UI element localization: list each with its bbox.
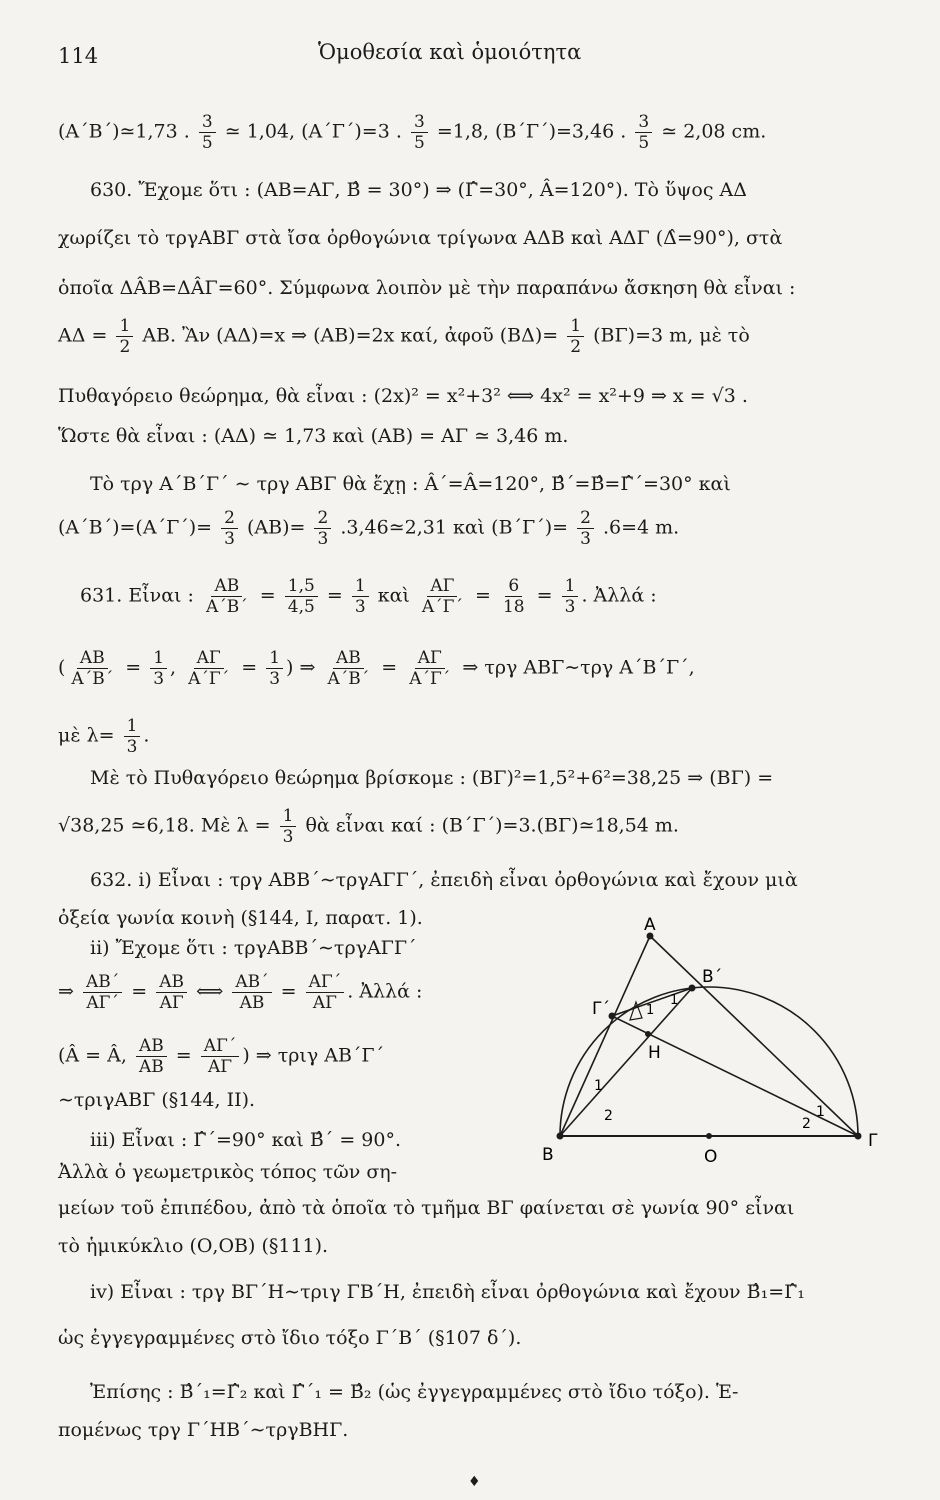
geometry-figure bbox=[520, 910, 920, 1180]
p632-line12: ὡς ἐγγεγραμμένες στὸ ἴδιο τόξο Γ΄Β΄ (§107 δ΄). bbox=[58, 1327, 522, 1349]
p632-line7: iii) Εἶναι : Γ̂΄=90° καὶ Β̂΄ = 90°. bbox=[90, 1129, 402, 1151]
p630-line6: Ὥστε θὰ εἶναι : (ΑΔ) ≃ 1,73 καὶ (ΑΒ) = ΑΓ ≃ 3,46 m. bbox=[58, 425, 569, 447]
p632-line9: μείων τοῦ ἐπιπέδου, ἀπὸ τὰ ὁποῖα τὸ τμῆμα ΒΓ φαίνεται σὲ γωνία 90° εἶναι bbox=[58, 1197, 795, 1219]
angle-mark-2: 2 bbox=[604, 1108, 613, 1124]
side-AG bbox=[650, 936, 858, 1136]
p632-line4: ⇒ $\frac{AB΄}{A\Gamma΄}$ = $\frac{AB}{A\Gamma}$ ⟺ $\frac{AB΄}{AB}$ = $\frac{A\Gamma΄}{A\Gamma}$ . Ἀλλά : bbox=[58, 972, 423, 1013]
label-G: Γ bbox=[868, 1131, 878, 1151]
point-O bbox=[706, 1133, 712, 1139]
p630-line1: 630. Ἔχομε ὅτι : (ΑΒ=ΑΓ, Β̂ = 30°) ⇒ (Γ̂=30°, Â=120°). Τὸ ὕψος ΑΔ bbox=[90, 179, 747, 201]
label-H: Η bbox=[648, 1043, 661, 1063]
p630-line7: Τὸ τργ Α΄Β΄Γ΄ ∼ τργ ΑΒΓ θὰ ἔχῃ : Â΄=Â=120°, Β̂΄=Β̂=Γ̂΄=30° καὶ bbox=[90, 473, 731, 495]
p630-line4: ΑΔ = $\frac{1}{2}$ ΑΒ. Ἂν (ΑΔ)=x ⇒ (ΑΒ)=2x καί, ἀφοῦ (ΒΔ)= $\frac{1}{2}$ (ΒΓ)=3 m, μὲ τὸ bbox=[58, 316, 750, 357]
page-number: 114 bbox=[58, 44, 99, 68]
p632-line5: (Â = Â, $\frac{AB}{AB}$ = $\frac{A\Gamma΄}{A\Gamma}$ ) ⇒ τριγ ΑΒ΄Γ΄ bbox=[58, 1036, 385, 1077]
p632-line10: τὸ ἡμικύκλιο (Ο,ΟΒ) (§111). bbox=[58, 1235, 329, 1257]
p630-line2: χωρίζει τὸ τργΑΒΓ στὰ ἴσα ὀρθογώνια τρίγωνα ΑΔΒ καὶ ΑΔΓ (Δ̂=90°), στὰ bbox=[58, 227, 783, 249]
p630-line3: ὁποῖα ΔÂΒ=ΔÂΓ=60°. Σύμφωνα λοιπὸν μὲ τὴν παραπάνω ἄσκηση θὰ εἶναι : bbox=[58, 277, 796, 299]
label-A: Α bbox=[644, 915, 656, 935]
label-O: Ο bbox=[704, 1147, 718, 1167]
p632-line6: ∼τριγΑΒΓ (§144, II). bbox=[58, 1089, 256, 1111]
p631-line2: ( $\frac{AB}{A΄B΄}$ = $\frac{1}{3}$ , $\frac{A\Gamma}{A΄\Gamma΄}$ = $\frac{1}{3}$ ) ⇒ $\frac{AB}{A΄B΄}$ = $\frac{A\Gamma}{A΄\Gamma΄}$ ⇒ τργ ΑΒΓ∼τργ Α΄Β΄Γ΄, bbox=[58, 648, 695, 689]
angle-mark-1: 1 bbox=[670, 993, 679, 1008]
label-B: Β bbox=[542, 1145, 554, 1165]
p632-line2: ὀξεία γωνία κοινὴ (§144, I, παρατ. 1). bbox=[58, 907, 423, 929]
line-629: (Α΄Β΄)≃1,73 . $\frac{3}{5}$ ≃ 1,04, (Α΄Γ΄)=3 . $\frac{3}{5}$ =1,8, (Β΄Γ΄)=3,46 . $\frac{3}{5}$ ≃ 2,08 cm. bbox=[58, 112, 767, 153]
point-B bbox=[557, 1133, 564, 1140]
p631-line3: μὲ λ= $\frac{1}{3}$ . bbox=[58, 716, 150, 757]
p632-line3: ii) Ἔχομε ὅτι : τργΑΒΒ΄∼τργΑΓΓ΄ bbox=[90, 937, 417, 959]
running-title: Ὁμοθεσία καὶ ὁμοιότητα bbox=[318, 40, 582, 64]
angle-mark-1: 1 bbox=[646, 1003, 655, 1018]
p631-line1: 631. Εἶναι : $\frac{AB}{A΄B΄}$ = $\frac{1,5}{4,5}$ = $\frac{1}{3}$ καὶ $\frac{A\Gamma}{A΄\Gamma΄}$ = $\frac{6}{18}$ = $\frac{1}{3}$ . Ἀλλά : bbox=[80, 576, 657, 617]
angle-mark-1: 1 bbox=[594, 1078, 603, 1094]
p631-line4: Μὲ τὸ Πυθαγόρειο θεώρημα βρίσκομε : (ΒΓ)²=1,5²+6²=38,25 ⇒ (ΒΓ) = bbox=[90, 767, 774, 789]
point-B-prime bbox=[689, 985, 696, 992]
label-B-prime: Β΄ bbox=[702, 967, 723, 987]
point-H bbox=[645, 1031, 651, 1037]
point-G bbox=[855, 1133, 862, 1140]
side-AB bbox=[560, 936, 650, 1136]
label-G-prime: Γ΄ bbox=[592, 999, 610, 1019]
p631-line5: √38,25 ≃6,18. Μὲ λ = $\frac{1}{3}$ θὰ εἶναι καί : (Β΄Γ΄)=3.(ΒΓ)≃18,54 m. bbox=[58, 806, 679, 847]
angle-mark-2: 2 bbox=[802, 1116, 811, 1132]
angle-mark-1: 1 bbox=[816, 1104, 825, 1120]
p632-line8: Ἀλλὰ ὁ γεωμετρικὸς τόπος τῶν ση- bbox=[58, 1161, 398, 1183]
footer-mark: ♦ bbox=[468, 1474, 481, 1490]
p632-line14: πομένως τργ Γ΄ΗΒ΄∼τργΒΗΓ. bbox=[58, 1419, 349, 1441]
p632-line11: iv) Εἶναι : τργ ΒΓ΄Η∼τριγ ΓΒ΄Η, ἐπειδὴ εἶναι ὀρθογώνια καὶ ἔχουν Β̂₁=Γ̂₁ bbox=[90, 1281, 805, 1303]
p630-line5: Πυθαγόρειο θεώρημα, θὰ εἶναι : (2x)² = x²+3² ⟺ 4x² = x²+9 ⇒ x = √3 . bbox=[58, 385, 748, 407]
p632-line1: 632. i) Εἶναι : τργ ΑΒΒ΄∼τργΑΓΓ΄, ἐπειδὴ εἶναι ὀρθογώνια καὶ ἔχουν μιὰ bbox=[90, 869, 798, 891]
p632-line13: Ἐπίσης : Β̂΄₁=Γ̂₂ καὶ Γ̂΄₁ = Β̂₂ (ὡς ἐγγεγραμμένες στὸ ἴδιο τόξο). Ἑ- bbox=[90, 1381, 739, 1403]
p630-line8: (Α΄Β΄)=(Α΄Γ΄)= $\frac{2}{3}$ (ΑΒ)= $\frac{2}{3}$ .3,46≃2,31 καὶ (Β΄Γ΄)= $\frac{2}{3}$ .6=4 m. bbox=[58, 508, 680, 549]
